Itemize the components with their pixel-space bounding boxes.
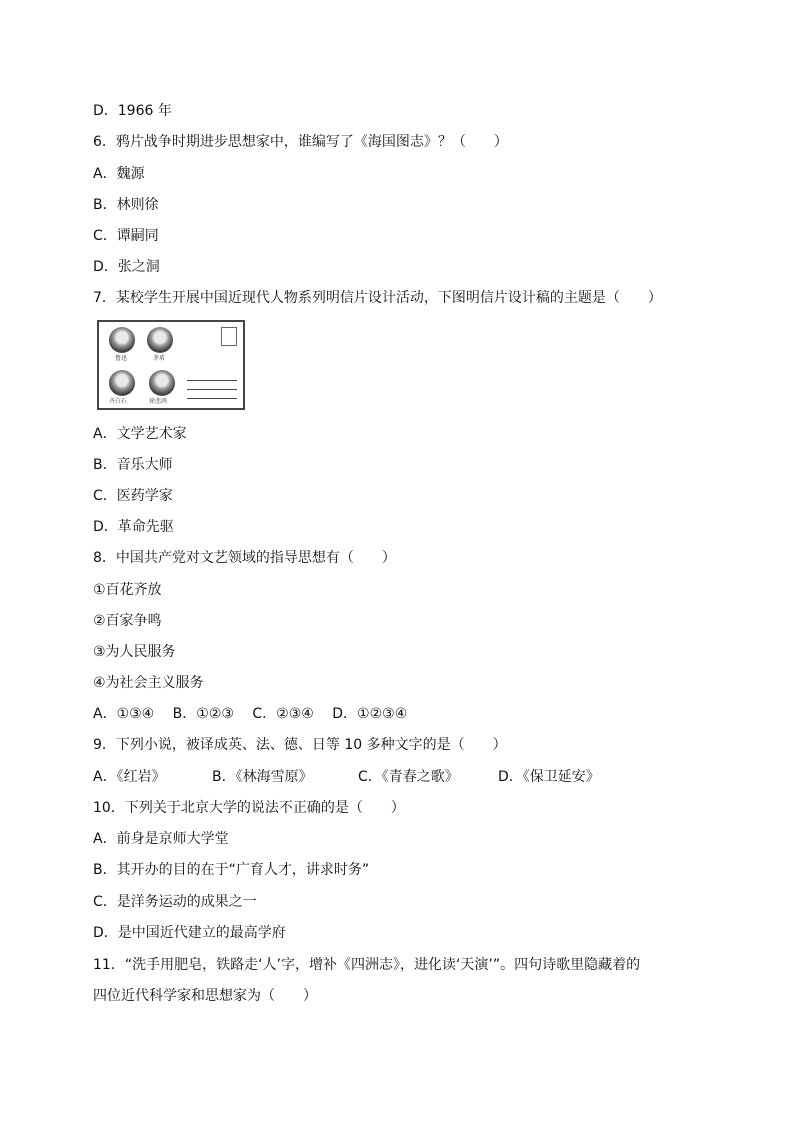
q7-option-a: A．文学艺术家 [93, 426, 187, 442]
q10-option-b: B．其开办的目的在于“广育人才，讲求时务” [93, 862, 370, 878]
q11-stem: 11．“洗手用肥皂，铁路走‘人’字，增补《四洲志》，进化读‘天演’”。四句诗歌里隐藏着的 [93, 957, 641, 973]
q10-stem: 10．下列关于北京大学的说法不正确的是（ ） [93, 800, 405, 816]
q11-stem-continued: 四位近代科学家和思想家为（ ） [93, 988, 317, 1004]
q8-item-3: ③为人民服务 [93, 644, 176, 660]
q7-option-d: D．革命先驱 [93, 519, 174, 535]
q8-item-2: ②百家争鸣 [93, 613, 162, 629]
q7-option-c: C．医药学家 [93, 488, 173, 504]
q9-option-a: A．《红岩》 [93, 769, 166, 785]
portrait-name: 齐白石 [109, 398, 128, 405]
portrait-name: 徐悲鸿 [149, 398, 168, 405]
q5-option-d: D．1966 年 [93, 103, 172, 119]
address-line [187, 380, 237, 381]
q7-option-b: B．音乐大师 [93, 457, 173, 473]
q8-stem: 8．中国共产党对文艺领域的指导思想有（ ） [93, 550, 396, 566]
stamp-box [221, 327, 237, 346]
q10-option-d: D．是中国近代建立的最高学府 [93, 925, 286, 941]
portrait-qi-baishi [109, 370, 135, 396]
q8-options: A．①③④ B．①②③ C．②③④ D．①②③④ [93, 706, 408, 722]
q7-stem: 7．某校学生开展中国近现代人物系列明信片设计活动，下图明信片设计稿的主题是（ ） [93, 290, 662, 306]
portrait-mao-dun [147, 327, 173, 353]
q9-stem: 9．下列小说，被译成英、法、德、日等 10 多种文字的是（ ） [93, 737, 507, 753]
q6-option-b: B．林则徐 [93, 197, 159, 213]
address-line [187, 389, 237, 390]
q10-option-a: A．前身是京师大学堂 [93, 831, 229, 847]
q8-item-4: ④为社会主义服务 [93, 675, 204, 691]
q9-option-c: C．《青春之歌》 [358, 769, 459, 785]
q9-option-d: D．《保卫延安》 [498, 769, 600, 785]
portrait-xu-beihong [149, 370, 175, 396]
q6-option-c: C．谭嗣同 [93, 228, 159, 244]
q6-option-a: A．魏源 [93, 166, 145, 182]
q10-option-c: C．是洋务运动的成果之一 [93, 894, 257, 910]
q8-item-1: ①百花齐放 [93, 582, 162, 598]
postcard-figure [97, 320, 245, 410]
q9-option-b: B．《林海雪原》 [212, 769, 313, 785]
q6-option-d: D．张之洞 [93, 259, 160, 275]
portrait-name: 鲁迅 [115, 355, 128, 362]
address-line [187, 398, 237, 399]
portrait-lu-xun [109, 327, 135, 353]
q6-stem: 6．鸦片战争时期进步思想家中，谁编写了《海国图志》？（ ） [93, 134, 508, 150]
portrait-name: 茅盾 [153, 355, 166, 362]
